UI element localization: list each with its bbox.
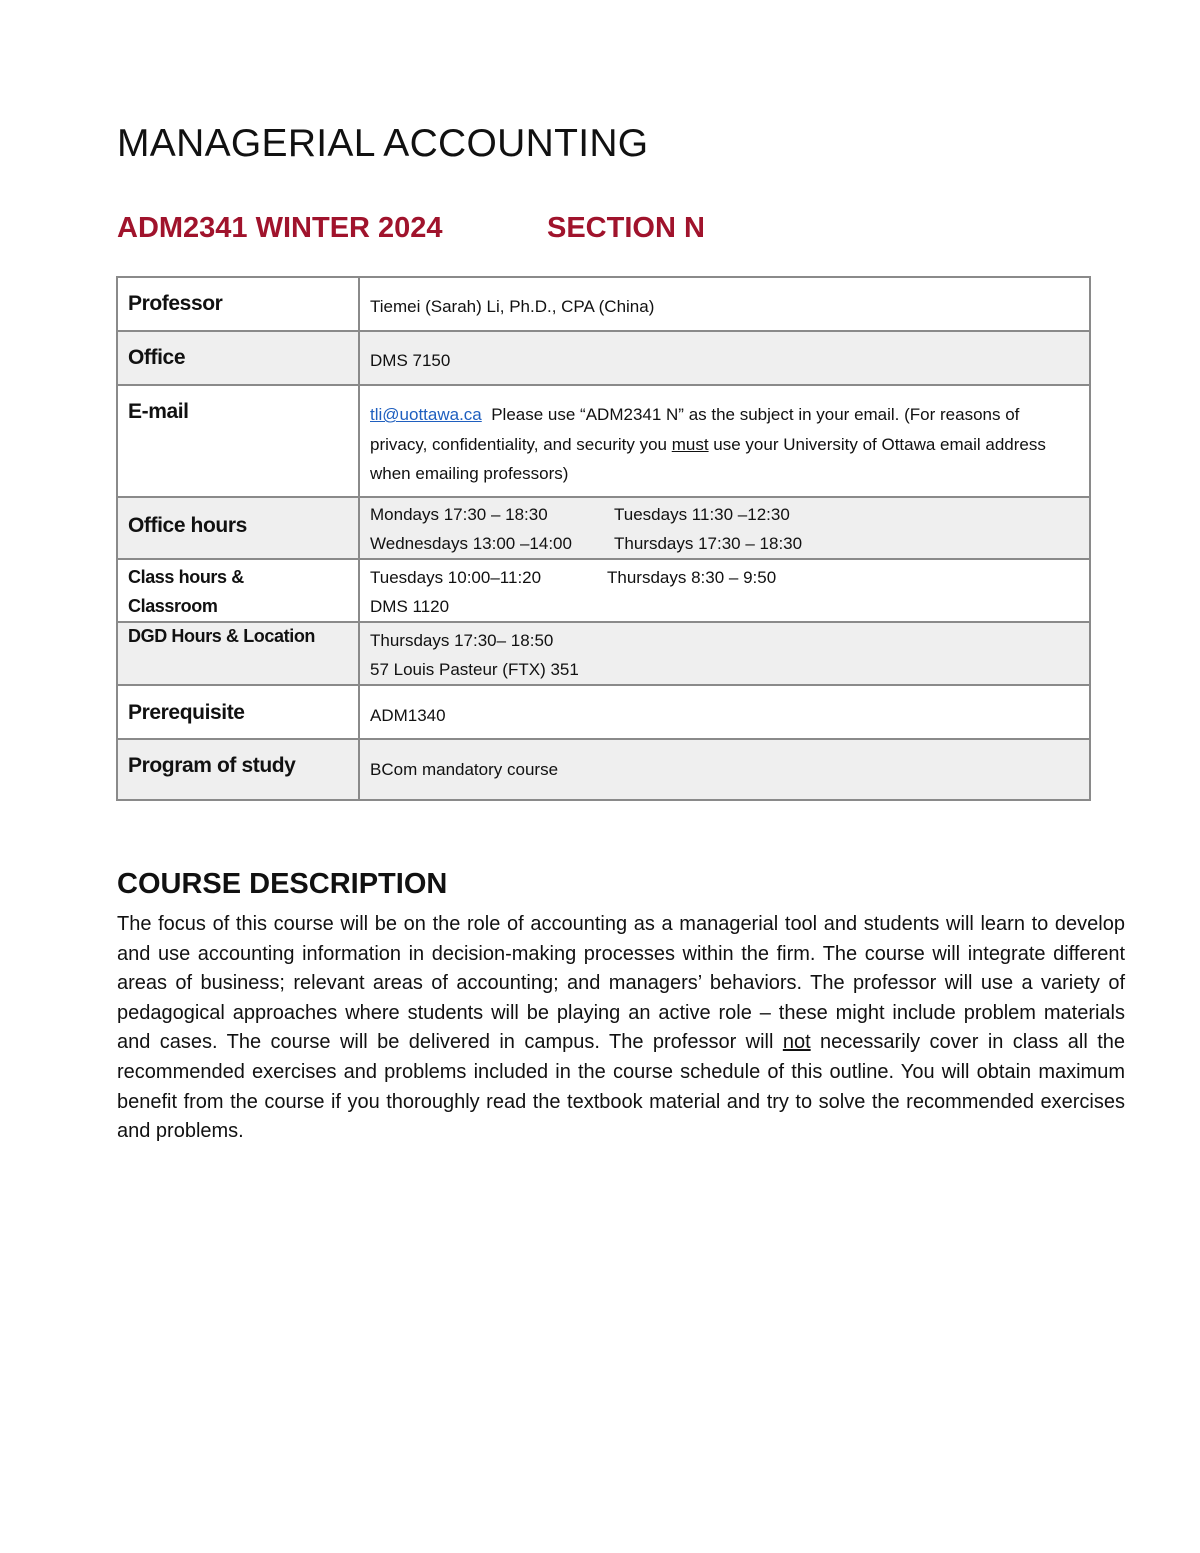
office-hours-thursday: Thursdays 17:30 – 18:30 xyxy=(614,534,803,553)
professor-value: Tiemei (Sarah) Li, Ph.D., CPA (China) xyxy=(359,277,1090,331)
office-hours-label: Office hours xyxy=(117,497,359,559)
class-hours-label xyxy=(117,559,359,622)
email-link[interactable]: tli@uottawa.ca xyxy=(370,405,482,424)
course-code: ADM2341 WINTER 2024 xyxy=(117,212,443,244)
dgd-location: 57 Louis Pasteur (FTX) 351 xyxy=(370,660,579,679)
table-row-prerequisite xyxy=(117,685,1090,739)
class-hours-tuesday: Tuesdays 10:00–11:20 xyxy=(370,568,542,587)
office-hours-wednesday: Wednesdays 13:00 –14:00 xyxy=(370,534,572,553)
dgd-value xyxy=(359,622,1090,685)
email-instructions-end: use your University of Ottawa email address when emailing professors) xyxy=(370,434,1046,483)
office-hours-value xyxy=(359,497,1090,559)
classroom-value: DMS 1120 xyxy=(370,597,450,616)
prerequisite-value: ADM1340 xyxy=(359,685,1090,739)
course-section: SECTION N xyxy=(547,212,705,244)
program-label: Program of study xyxy=(117,739,359,800)
email-instructions: Please use “ADM2341 N” as the subject in your email. (For reasons of privacy, confidentiality, and security you xyxy=(370,405,1020,454)
office-hours-tuesday: Tuesdays 11:30 –12:30 xyxy=(614,505,790,524)
table-row-office xyxy=(117,331,1090,385)
program-value: BCom mandatory course xyxy=(359,739,1090,800)
class-hours-thursday: Thursdays 8:30 – 9:50 xyxy=(607,568,777,587)
class-hours-label-line2: Classroom xyxy=(128,596,218,616)
professor-label: Professor xyxy=(117,277,359,331)
office-value: DMS 7150 xyxy=(359,331,1090,385)
course-description-heading: COURSE DESCRIPTION xyxy=(117,868,448,900)
table-row-dgd xyxy=(117,622,1090,685)
course-description-emphasis: not xyxy=(782,1031,811,1054)
table-row-office-hours xyxy=(117,497,1090,559)
office-hours-monday: Mondays 17:30 – 18:30 xyxy=(370,505,548,524)
table-row-email xyxy=(117,385,1090,497)
course-description-text xyxy=(117,910,1125,1147)
course-subtitle xyxy=(117,212,705,245)
office-label: Office xyxy=(117,331,359,385)
course-description-part1: The focus of this course will be on the role of accounting as a managerial tool and students will learn to develop and use accounting information in decision-making processes within the firm. The course will integrate different areas of business; relevant areas of accounting; and managers’ behaviors. The professor will use a variety of pedagogical approaches where students will be playing an active role – these might include problem materials and cases. The course will be delivered in campus. The professor will xyxy=(117,913,1125,1054)
email-value xyxy=(359,385,1090,497)
document-title: MANAGERIAL ACCOUNTING xyxy=(117,122,649,165)
email-emphasis: must xyxy=(671,434,709,454)
class-hours-label-line1: Class hours & xyxy=(128,567,244,587)
course-description-part2: necessarily cover in class all the recommended exercises and problems included in the course schedule of this outline. You will obtain maximum benefit from the course if you thoroughly read the textbook material and try to solve the recommended exercises and problems. xyxy=(117,1031,1126,1143)
email-label: E-mail xyxy=(117,385,359,497)
prerequisite-label: Prerequisite xyxy=(117,685,359,739)
course-info-table xyxy=(116,276,1091,801)
dgd-label: DGD Hours & Location xyxy=(117,622,359,685)
table-row-professor xyxy=(117,277,1090,331)
class-hours-value xyxy=(359,559,1090,622)
table-row-class-hours xyxy=(117,559,1090,622)
dgd-time: Thursdays 17:30– 18:50 xyxy=(370,631,554,650)
table-row-program xyxy=(117,739,1090,800)
